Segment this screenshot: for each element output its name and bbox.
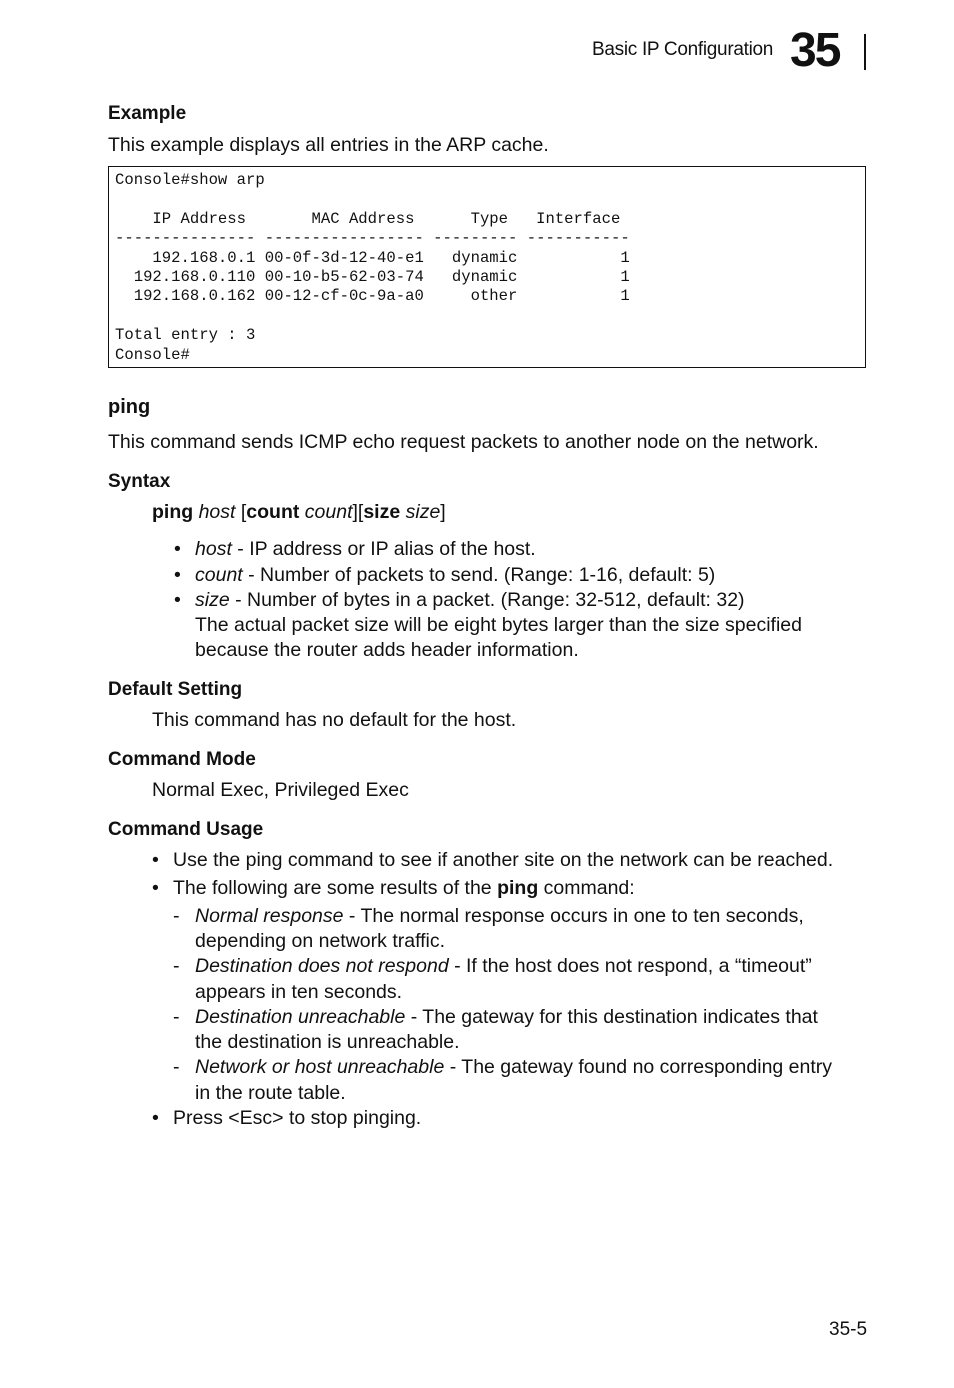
usage-item: Press <Esc> to stop pinging. (173, 1107, 422, 1129)
syntax-heading: Syntax (108, 471, 171, 492)
param-desc: - IP address or IP alias of the host. (231, 538, 536, 560)
chapter-divider (864, 34, 866, 70)
default-setting-heading: Default Setting (108, 679, 243, 700)
result-desc-cont: the destination is unreachable. (195, 1031, 460, 1053)
command-description: This command sends ICMP echo request packets to another node on the network. (108, 431, 819, 453)
bullet-glyph: • (152, 849, 159, 871)
running-header-title: Basic IP Configuration (592, 39, 774, 60)
result-desc: - The gateway for this destination indicates that (405, 1006, 818, 1028)
param-desc: - Number of bytes in a packet. (Range: 32-512, default: 32) (229, 589, 745, 611)
dash-glyph: - (173, 905, 180, 927)
bullet-glyph: • (174, 589, 181, 611)
result-item (195, 1006, 818, 1029)
command-usage-heading: Command Usage (108, 819, 264, 840)
dash-glyph: - (173, 1006, 180, 1028)
command-mode-text: Normal Exec, Privileged Exec (152, 779, 409, 801)
syntax-bracket: ] (440, 501, 446, 523)
result-name: Destination unreachable (195, 1006, 406, 1028)
param-item (195, 564, 715, 587)
param-note: because the router adds header information. (195, 639, 579, 661)
result-item (195, 1056, 832, 1079)
usage-text: command: (538, 877, 635, 899)
syntax-kw-count: count (246, 501, 300, 523)
syntax-arg-count: count (304, 501, 353, 523)
bullet-glyph: • (174, 538, 181, 560)
syntax-arg-host: host (198, 501, 236, 523)
usage-item: Use the ping command to see if another site on the network can be reached. (173, 849, 834, 871)
result-desc: - The normal response occurs in one to ten seconds, (343, 905, 804, 927)
result-item (195, 955, 812, 978)
syntax-cmd: ping (152, 501, 194, 523)
console-output: Console#show arp IP Address MAC Address Type Interface --------------- ----------------- --------- ----------- 192.168.0.1 00-0f-3d-12-40-e1 dynamic 1 192.168.0.110 00-10-b5-62-03-74 dynamic 1 192.168.0.162 00-12-cf-0c-9a-a0 other 1 Total entry : 3 Console# (115, 171, 630, 364)
dash-glyph: - (173, 955, 180, 977)
param-desc: - Number of packets to send. (Range: 1-16, default: 5) (242, 564, 716, 586)
bullet-glyph: • (152, 877, 159, 899)
bullet-glyph: • (152, 1107, 159, 1129)
syntax-kw-size: size (363, 501, 401, 523)
chapter-number: 35 (790, 24, 840, 77)
result-name: Destination does not respond (195, 955, 449, 977)
command-heading: ping (108, 396, 151, 418)
usage-cmd: ping (497, 877, 539, 899)
syntax-bracket: ][ (352, 501, 364, 523)
usage-text: The following are some results of the (173, 877, 498, 899)
default-setting-text: This command has no default for the host. (152, 709, 517, 731)
bullet-glyph: • (174, 564, 181, 586)
result-desc-cont: depending on network traffic. (195, 930, 446, 952)
code-block (108, 166, 866, 368)
param-item (195, 538, 536, 561)
dash-glyph: - (173, 1056, 180, 1078)
param-item (195, 589, 745, 612)
example-heading: Example (108, 103, 187, 124)
param-name: size (195, 589, 230, 611)
result-desc: - If the host does not respond, a “timeout” (448, 955, 812, 977)
page-number: 35-5 (829, 1319, 868, 1340)
result-name: Normal response (195, 905, 344, 927)
command-mode-heading: Command Mode (108, 749, 256, 770)
result-item (195, 905, 804, 928)
example-intro: This example displays all entries in the ARP cache. (108, 134, 549, 156)
usage-item (173, 877, 635, 900)
result-desc: - The gateway found no corresponding entry (444, 1056, 833, 1078)
result-name: Network or host unreachable (195, 1056, 445, 1078)
result-desc-cont: in the route table. (195, 1082, 346, 1104)
param-name: host (195, 538, 232, 560)
param-note: The actual packet size will be eight bytes larger than the size specified (195, 614, 802, 636)
result-desc-cont: appears in ten seconds. (195, 981, 403, 1003)
syntax-bracket: [ (235, 501, 247, 523)
param-name: count (195, 564, 243, 586)
syntax-arg-size: size (405, 501, 441, 523)
syntax-line (152, 501, 446, 524)
